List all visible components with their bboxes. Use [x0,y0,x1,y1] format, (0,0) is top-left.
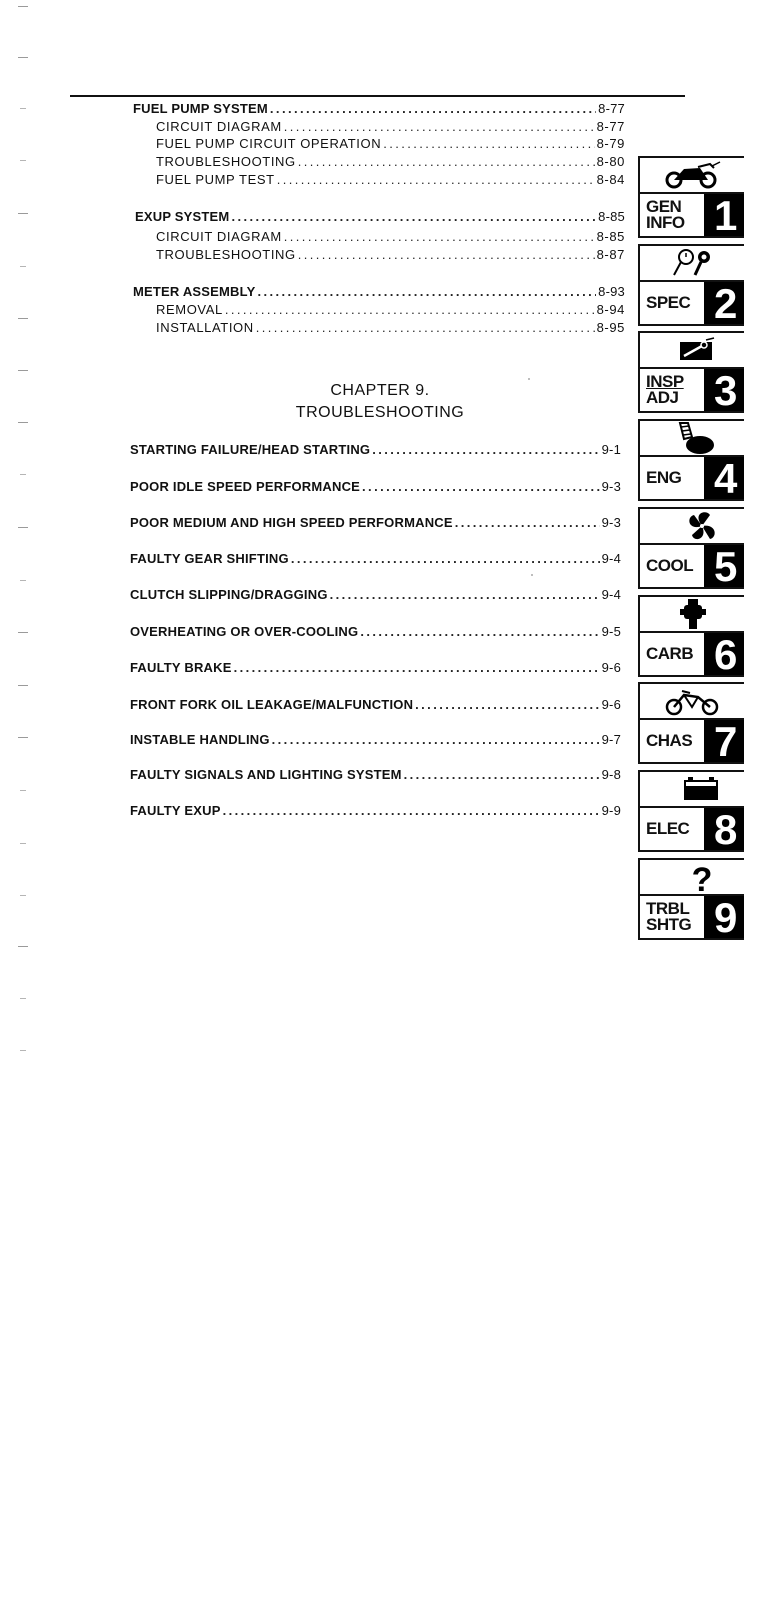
toc-page: 8-85 [598,209,625,224]
toc-page: 9-4 [601,587,621,602]
toc-label: FAULTY GEAR SHIFTING [130,551,289,566]
toc-label: EXUP SYSTEM [135,209,230,224]
tab-eng[interactable] [638,419,744,501]
toc-entry[interactable] [156,320,625,336]
toc-label: FAULTY EXUP [130,803,221,818]
toc-entry[interactable] [156,229,625,245]
toc-page: 8-77 [596,119,625,134]
toc-page: 8-84 [596,172,625,187]
toc-page: 9-3 [601,479,621,494]
toc-label: FRONT FORK OIL LEAKAGE/MALFUNCTION [130,697,414,712]
toc-entry[interactable] [130,515,621,531]
wrench-icon [662,336,722,364]
toc-page: 9-1 [601,442,621,457]
question-icon [662,860,722,894]
toc-entry[interactable] [156,302,625,318]
toc-entry[interactable] [130,767,621,783]
tab-abbr-line1: GEN [646,197,682,216]
toc-page: 8-80 [596,154,625,169]
tab-spec[interactable] [638,244,744,326]
tab-number: 4 [704,457,744,499]
toc-page: 9-6 [601,660,621,675]
tab-number: 2 [704,282,744,324]
toc-page: 8-87 [596,247,625,262]
toc-page: 9-8 [601,767,621,782]
toc-label: FAULTY BRAKE [130,660,232,675]
toc-page: 8-94 [596,302,625,317]
tab-gen-info[interactable] [638,156,744,238]
tab-abbr-line2: SHTG [646,915,692,934]
toc-entry[interactable] [156,119,625,135]
tab-number: 9 [704,896,744,938]
toc-page: 8-85 [596,229,625,244]
tab-insp-adj[interactable] [638,331,744,413]
toc-page: 9-5 [601,624,621,639]
toc-entry[interactable] [130,660,621,676]
toc-label: CIRCUIT DIAGRAM [156,229,282,244]
toc-page: 9-7 [601,732,621,747]
tab-abbr-line2: ADJ [646,388,679,407]
toc-entry[interactable] [156,154,625,170]
toc-label: FUEL PUMP SYSTEM [133,101,268,116]
chapter-title-heading: TROUBLESHOOTING [295,404,465,421]
tab-number: 5 [704,545,744,587]
toc-label: METER ASSEMBLY [133,284,256,299]
engine-icon [662,421,722,455]
toc-label: REMOVAL [156,302,223,317]
tab-trbl-shtg[interactable] [638,858,744,940]
tab-abbr-line1: COOL [646,556,694,575]
toc-label: TROUBLESHOOTING [156,154,296,169]
toc-label: POOR MEDIUM AND HIGH SPEED PERFORMANCE [130,515,453,530]
toc-entry[interactable] [133,101,625,117]
tab-number: 8 [704,808,744,850]
tab-abbr-line1: INSP [646,372,684,391]
toc-entry[interactable] [133,284,625,300]
toc-entry[interactable] [130,803,621,819]
toc-entry[interactable] [130,624,621,640]
bike-chassis-icon [662,685,722,717]
motorcycle-icon [662,160,722,190]
toc-page: 8-93 [598,284,625,299]
toc-label: FUEL PUMP TEST [156,172,275,187]
toc-label: POOR IDLE SPEED PERFORMANCE [130,479,361,494]
toc-page: 9-4 [601,551,621,566]
toc-entry[interactable] [156,247,625,263]
tab-abbr-line2: INFO [646,213,685,232]
toc-label: CLUTCH SLIPPING/DRAGGING [130,587,328,602]
toc-page: 9-3 [601,515,621,530]
svg-text:?: ? [691,861,713,894]
toc-entry[interactable] [156,136,625,152]
tab-number: 7 [704,720,744,762]
tab-abbr-line1: CHAS [646,731,693,750]
toc-entry[interactable] [130,732,621,748]
tab-abbr-line1: TRBL [646,899,690,918]
toc-page: 9-6 [601,697,621,712]
header-rule [70,95,685,97]
toc-page: 8-79 [596,136,625,151]
tab-abbr-line1: SPEC [646,293,691,312]
tab-chas[interactable] [638,682,744,764]
tab-abbr-line1: ELEC [646,819,690,838]
tab-elec[interactable] [638,770,744,852]
scan-speck [531,574,533,576]
tab-abbr-line1: CARB [646,644,694,663]
toc-label: STARTING FAILURE/HEAD STARTING [130,442,371,457]
toc-entry[interactable] [130,442,621,458]
tab-cool[interactable] [638,507,744,589]
toc-page: 9-9 [601,803,621,818]
toc-label: OVERHEATING OR OVER-COOLING [130,624,359,639]
toc-label: FAULTY SIGNALS AND LIGHTING SYSTEM [130,767,402,782]
tab-carb[interactable] [638,595,744,677]
toc-entry[interactable] [130,479,621,495]
toc-page: 8-77 [598,101,625,116]
tab-abbr-line1: ENG [646,468,682,487]
battery-icon [662,774,722,804]
toc-entry[interactable] [130,587,621,603]
tools-icon [662,247,722,279]
carburetor-icon [662,597,722,631]
toc-label: CIRCUIT DIAGRAM [156,119,282,134]
toc-label: INSTALLATION [156,320,254,335]
toc-label: INSTABLE HANDLING [130,732,270,747]
fan-icon [662,509,722,543]
toc-entry[interactable] [130,551,621,567]
tab-number: 1 [704,194,744,236]
toc-page: 8-95 [596,320,625,335]
tab-number: 6 [704,633,744,675]
chapter-number-heading: CHAPTER 9. [330,382,430,399]
toc-label: TROUBLESHOOTING [156,247,296,262]
toc-label: FUEL PUMP CIRCUIT OPERATION [156,136,382,151]
tab-number: 3 [704,369,744,411]
toc-entry[interactable] [156,172,625,188]
toc-entry[interactable] [130,697,621,713]
toc-entry[interactable] [135,209,625,225]
